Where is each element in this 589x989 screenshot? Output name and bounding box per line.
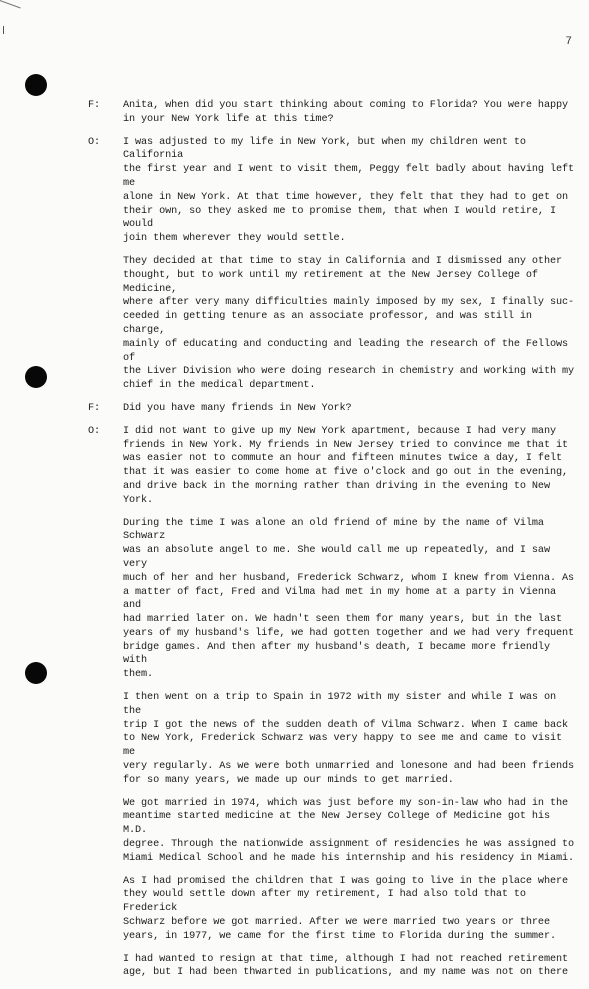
paragraph: I had wanted to resign at that time, although I had not reached retirement age, but I had been thwarted in publications, and my name was not on there [123,953,568,979]
paragraph: We got married in 1974, which was just before my son-in-law who had in the meantime started medicine at the New Jersey College of Medicine got his M.D. degree. Through the nationwide assignment of residencies he was assigned to Miami Medical School and he made his internship and his residency in Miami. [123,797,575,864]
transcript-body [88,99,580,989]
edge-scan-mark [3,26,4,34]
speaker-text [123,425,580,989]
speaker-label: F: [88,402,101,414]
binder-hole-middle [25,366,47,388]
speaker-text [123,99,580,136]
transcript-entry [88,99,580,136]
transcript-entry [88,136,580,402]
speaker-text [123,402,580,425]
paragraph: As I had promised the children that I was going to live in the place where they would settle down after my retirement, I had also told that to Frederick Schwarz before we got married. After we were married two years or three years, in 1977, we came for the first time to Florida during the summer. [123,875,568,942]
paragraph: During the time I was alone an old friend of mine by the name of Vilma Schwarz was an absolute angel to me. She would call me up repeatedly, and I saw very much of her and her husband, Frederick Schwarz, whom I knew from Vienna. As a matter of fact, Fred and Vilma had met in my home at a party in Vienna and had married later on. We hadn't seen them for many years, but in the last years of my husband's life, we had gotten together and we had very frequent bridge games. And then after my husband's death, I became more friendly with them. [123,517,575,681]
paragraph: I then went on a trip to Spain in 1972 with my sister and while I was on the trip I got the news of the sudden death of Vilma Schwarz. When I came back to New York, Frederick Schwarz was very happy to see me and came to visit me very regularly. As we were both unmarried and lonesone and had been friends for so many years, we made up our minds to get married. [123,692,575,786]
paragraph: They decided at that time to stay in California and I dismissed any other thought, but to work until my retirement at the New Jersey College of Medicine, where after very many difficulties mainly imposed by my sex, I finally suc- ceeded in getting tenure as an associate professor, and was still in charge, mainly of educating and conducting and leading the research of the Fellows of the Liver Division who were doing research in chemistry and working with my chief in the medical department. [123,255,575,392]
page-number: 7 [565,36,572,48]
binder-hole-bottom [25,662,47,684]
paragraph: Anita, when did you start thinking about coming to Florida? You were happy in your New York life at this time? [123,100,568,125]
binder-hole-top [25,74,47,96]
speaker-text [123,136,580,402]
speaker-label: O: [88,136,101,148]
corner-scan-mark [0,0,21,18]
paragraph: I was adjusted to my life in New York, but when my children went to California the first year and I went to visit them, Peggy felt badly about having left me alone in New York. At that time however, they felt that they had to get on their own, so they asked me to promise them, that when I would retire, I would join them wherever they would settle. [123,136,575,245]
paragraph: Did you have many friends in New York? [123,402,352,414]
transcript-entry [88,425,580,989]
speaker-label: O: [88,425,101,437]
transcript-entry [88,402,580,425]
speaker-label: F: [88,100,101,111]
paragraph: I did not want to give up my New York apartment, because I had very many friends in New York. My friends in New Jersey tried to convince me that it was easier not to commute an hour and fifteen minutes twice a day, I felt that it was easier to come home at five o'clock and go out in the evening, and drive back in the morning rather than driving in the evening to New York. [123,425,568,506]
